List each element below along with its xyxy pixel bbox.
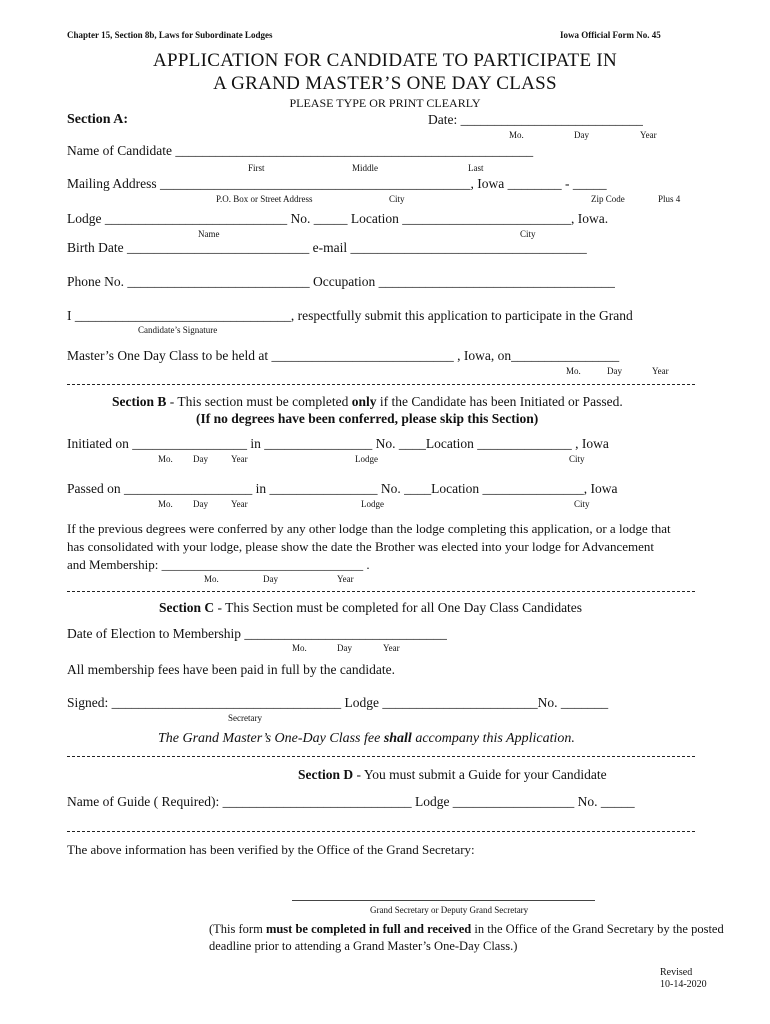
class-location-field[interactable]: Master’s One Day Class to be held at ___________________________ , Iowa, on________________ (67, 348, 620, 363)
form-title-line2: A GRAND MASTER’S ONE DAY CLASS (213, 73, 557, 94)
section-a-label: Section A: (67, 112, 129, 127)
previous-degrees-paragraph-2: has consolidated with your lodge, please show the date the Brother was elected into your lodge for Advancement (67, 539, 654, 554)
section-c-heading: Section C - This Section must be completed for all One Day Class Candidates (159, 600, 583, 615)
phone-occupation-field[interactable]: Phone No. ___________________________ Occupation ___________________________________ (67, 274, 615, 289)
mailing-plus4-caption: Plus 4 (658, 194, 681, 204)
mailing-zip-caption: Zip Code (591, 194, 625, 204)
header-chapter: Chapter 15, Section 8b, Laws for Subordinate Lodges (67, 30, 273, 40)
class-mo-caption: Mo. (566, 366, 581, 376)
initiated-day-caption: Day (193, 454, 208, 464)
name-last-caption: Last (468, 163, 484, 173)
election-date-field[interactable]: Date of Election to Membership ______________________________ (67, 626, 447, 641)
section-b-heading: Section B - This section must be completed only if the Candidate has been Initiated or Passed. (112, 394, 623, 409)
election-day-caption: Day (337, 643, 352, 653)
signature-caption: Candidate’s Signature (138, 325, 218, 335)
date-year-caption: Year (640, 130, 657, 140)
lodge-city-caption: City (520, 229, 536, 239)
secretary-caption: Secretary (228, 713, 262, 723)
date-mo-caption: Mo. (509, 130, 524, 140)
initiated-city-caption: City (569, 454, 585, 464)
class-year-caption: Year (652, 366, 669, 376)
candidate-signature-line[interactable]: I ________________________________, respectfully submit this application to participate in the Grand (67, 308, 633, 323)
passed-field[interactable]: Passed on ___________________ in ________________ No. ____Location _______________, Iowa (67, 481, 618, 496)
membership-day-caption: Day (263, 574, 278, 584)
passed-city-caption: City (574, 499, 590, 509)
mailing-city-caption: City (389, 194, 405, 204)
revised-label: Revised (660, 967, 693, 978)
mailing-po-caption: P.O. Box or Street Address (216, 194, 313, 204)
election-year-caption: Year (383, 643, 400, 653)
membership-mo-caption: Mo. (204, 574, 219, 584)
mailing-address-field[interactable]: Mailing Address ______________________________________________, Iowa ________ - _____ (67, 176, 607, 191)
form-title-line1: APPLICATION FOR CANDIDATE TO PARTICIPATE IN (152, 50, 618, 71)
fee-notice: The Grand Master’s One-Day Class fee shall accompany this Application. (158, 731, 575, 746)
divider (67, 384, 695, 385)
form-subtitle: PLEASE TYPE OR PRINT CLEARLY (289, 96, 481, 110)
lodge-field[interactable]: Lodge ___________________________ No. _____ Location _________________________, Iowa. (67, 211, 609, 226)
verification-statement: The above information has been verified by the Office of the Grand Secretary: (67, 842, 475, 857)
divider (67, 591, 695, 592)
passed-day-caption: Day (193, 499, 208, 509)
initiated-field[interactable]: Initiated on _________________ in ________________ No. ____Location ______________ , Iowa (67, 436, 609, 451)
secretary-signed-field[interactable]: Signed: __________________________________ Lodge _______________________No. _______ (67, 695, 609, 710)
section-d-heading: Section D - You must submit a Guide for your Candidate (298, 767, 607, 782)
header-form-number: Iowa Official Form No. 45 (560, 30, 661, 40)
divider (67, 756, 695, 757)
grand-secretary-caption: Grand Secretary or Deputy Grand Secretary (370, 905, 529, 915)
candidate-name-field[interactable]: Name of Candidate _____________________________________________________ (67, 143, 534, 158)
submission-note-line1: (This form must be completed in full and received in the Office of the Grand Secretary by the posted (209, 922, 724, 936)
submission-note-line2: deadline prior to attending a Grand Master’s One-Day Class.) (209, 939, 518, 953)
lodge-name-caption: Name (198, 229, 220, 239)
passed-mo-caption: Mo. (158, 499, 173, 509)
birth-email-field[interactable]: Birth Date ___________________________ e-mail ___________________________________ (67, 240, 587, 255)
membership-date-field[interactable]: and Membership: _______________________________ . (67, 557, 370, 572)
passed-lodge-caption: Lodge (361, 499, 384, 509)
grand-secretary-signature-line[interactable] (292, 900, 595, 901)
date-day-caption: Day (574, 130, 589, 140)
election-mo-caption: Mo. (292, 643, 307, 653)
initiated-year-caption: Year (231, 454, 248, 464)
membership-year-caption: Year (337, 574, 354, 584)
passed-year-caption: Year (231, 499, 248, 509)
date-field[interactable]: Date: ___________________________ (428, 112, 643, 127)
revised-date: 10-14-2020 (660, 979, 707, 990)
section-b-note: (If no degrees have been conferred, please skip this Section) (196, 411, 539, 426)
divider (67, 831, 695, 832)
guide-field[interactable]: Name of Guide ( Required): ____________________________ Lodge __________________ No. _____ (67, 794, 635, 809)
name-first-caption: First (248, 163, 265, 173)
name-middle-caption: Middle (352, 163, 378, 173)
previous-degrees-paragraph-1: If the previous degrees were conferred by any other lodge than the lodge completing this application, or a lodge that (67, 521, 671, 536)
fees-paid-statement: All membership fees have been paid in full by the candidate. (67, 662, 396, 677)
initiated-lodge-caption: Lodge (355, 454, 378, 464)
class-day-caption: Day (607, 366, 622, 376)
initiated-mo-caption: Mo. (158, 454, 173, 464)
